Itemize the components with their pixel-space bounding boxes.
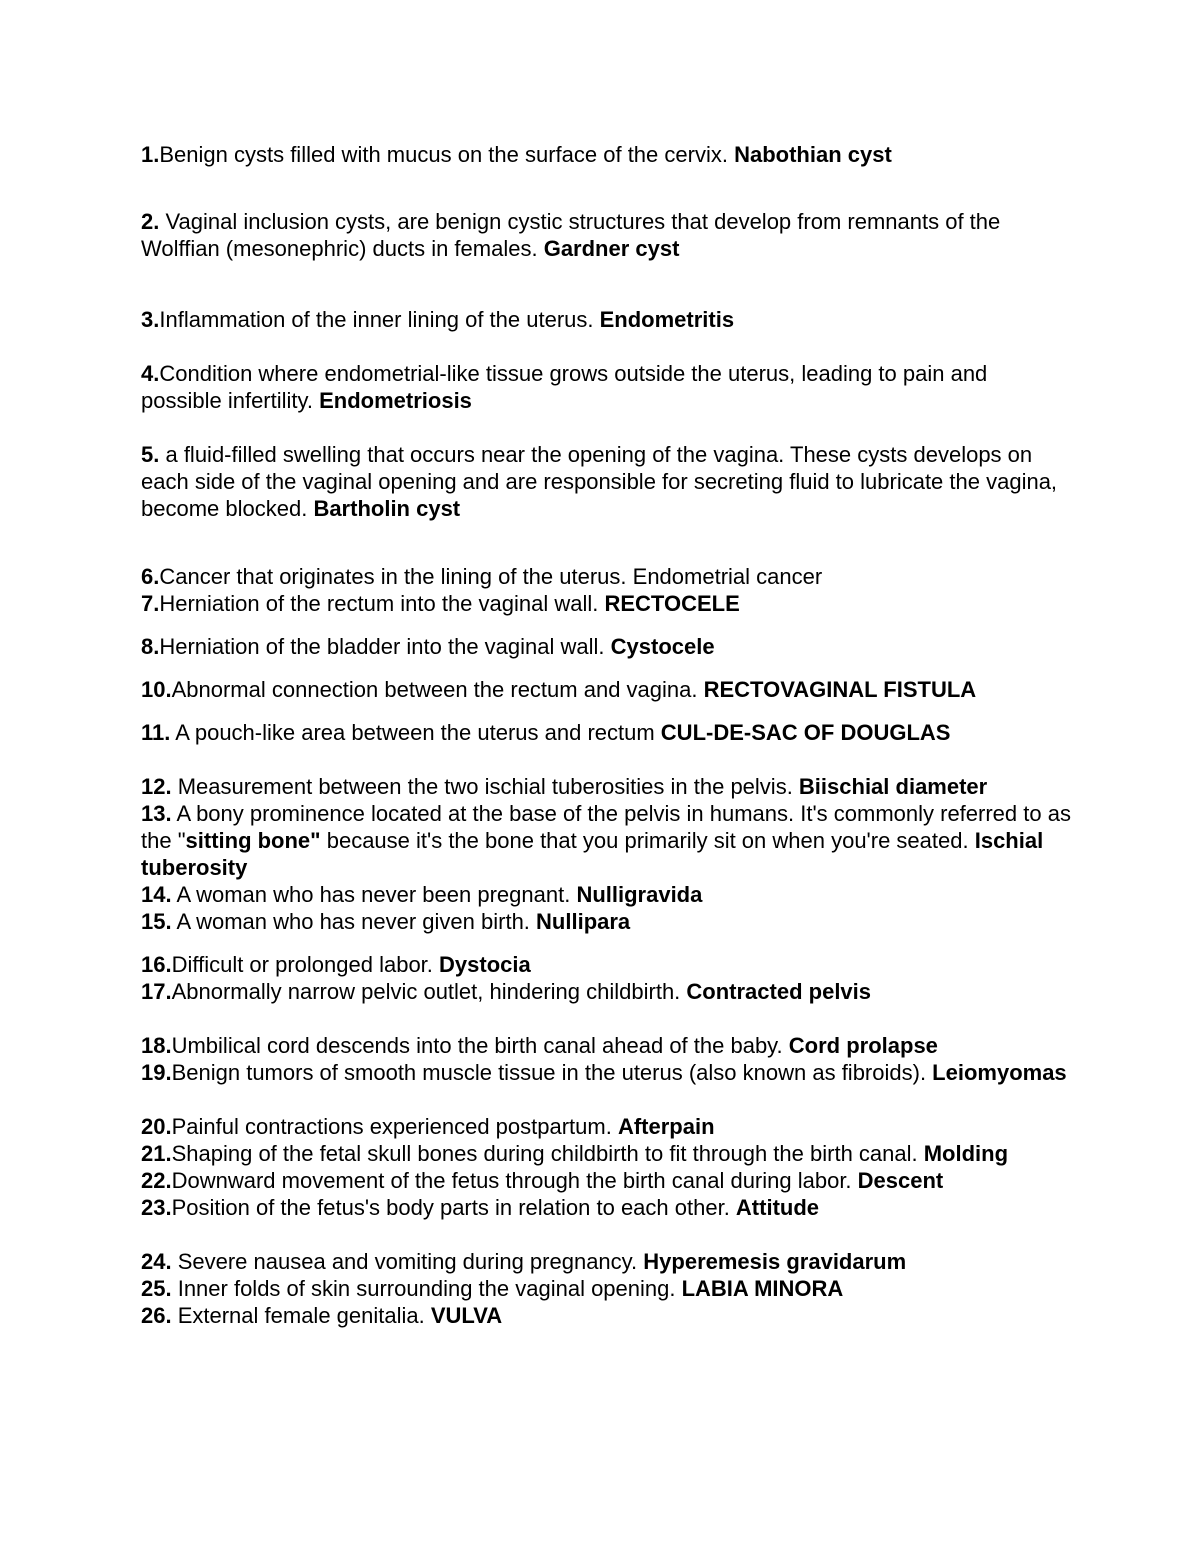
item-answer: Endometriosis xyxy=(319,388,472,413)
item-number: 2. xyxy=(141,209,160,234)
list-item xyxy=(141,1194,1071,1221)
item-description: Downward movement of the fetus through the birth canal during labor. xyxy=(171,1168,858,1193)
item-number: 12. xyxy=(141,774,172,799)
item-description: Shaping of the fetal skull bones during childbirth to fit through the birth canal. xyxy=(171,1141,924,1166)
item-number: 19. xyxy=(141,1060,172,1085)
item-number: 7. xyxy=(141,591,160,616)
item-answer: Attitude xyxy=(735,1195,820,1220)
item-number: 1. xyxy=(141,142,160,167)
item-bold-phrase: sitting bone" xyxy=(185,828,321,853)
list-item xyxy=(141,719,1071,746)
list-item xyxy=(141,306,1071,333)
item-number: 25. xyxy=(141,1276,172,1301)
item-description: Painful contractions experienced postpartum. xyxy=(171,1114,618,1139)
list-item xyxy=(141,1302,1071,1329)
item-answer: Cystocele xyxy=(610,634,715,659)
item-description: Herniation of the rectum into the vaginal wall. xyxy=(159,591,605,616)
item-answer: Endometritis xyxy=(599,307,735,332)
item-number: 17. xyxy=(141,979,172,1004)
item-number: 20. xyxy=(141,1114,172,1139)
item-number: 24. xyxy=(141,1249,172,1274)
item-description: Herniation of the bladder into the vaginal wall. xyxy=(159,634,611,659)
item-description: Cancer that originates in the lining of the uterus. Endometrial cancer xyxy=(159,564,823,589)
item-number: 21. xyxy=(141,1141,172,1166)
item-description: Inner folds of skin surrounding the vaginal opening. xyxy=(171,1276,682,1301)
item-number: 18. xyxy=(141,1033,172,1058)
list-item xyxy=(141,1167,1071,1194)
list-item xyxy=(141,978,1071,1005)
item-number: 15. xyxy=(141,909,172,934)
item-number: 16. xyxy=(141,952,172,977)
item-number: 8. xyxy=(141,634,160,659)
question-list xyxy=(141,141,1071,1329)
item-description: Benign cysts filled with mucus on the surface of the cervix. xyxy=(159,142,735,167)
item-description: A woman who has never given birth. xyxy=(171,909,537,934)
item-answer: Bartholin cyst xyxy=(313,496,461,521)
item-description: Difficult or prolonged labor. xyxy=(171,952,440,977)
item-description: A bony prominence located at the base of the pelvis in humans. It's commonly referred to as the " xyxy=(141,801,1071,853)
item-description: A woman who has never been pregnant. xyxy=(171,882,577,907)
item-answer: RECTOVAGINAL FISTULA xyxy=(703,677,977,702)
item-answer: Hyperemesis gravidarum xyxy=(643,1249,907,1274)
list-item xyxy=(141,908,1071,935)
item-answer: LABIA MINORA xyxy=(681,1276,844,1301)
item-number: 4. xyxy=(141,361,160,386)
list-item xyxy=(141,441,1071,522)
item-answer: Biischial diameter xyxy=(798,774,988,799)
item-number: 10. xyxy=(141,677,172,702)
item-answer: RECTOCELE xyxy=(604,591,740,616)
item-number: 13. xyxy=(141,801,172,826)
item-number: 6. xyxy=(141,564,160,589)
item-answer: Afterpain xyxy=(617,1114,715,1139)
item-answer: Nullipara xyxy=(536,909,631,934)
item-number: 22. xyxy=(141,1168,172,1193)
item-description: Abnormal connection between the rectum and vagina. xyxy=(171,677,704,702)
item-description: Position of the fetus's body parts in relation to each other. xyxy=(171,1195,736,1220)
item-description: Condition where endometrial-like tissue grows outside the uterus, leading to pain and possible infertility. xyxy=(141,361,988,413)
item-answer: Molding xyxy=(923,1141,1009,1166)
item-description: Measurement between the two ischial tuberosities in the pelvis. xyxy=(171,774,799,799)
item-number: 23. xyxy=(141,1195,172,1220)
item-answer: Gardner cyst xyxy=(543,236,680,261)
list-item xyxy=(141,800,1071,881)
list-item xyxy=(141,208,1071,262)
item-description: Abnormally narrow pelvic outlet, hindering childbirth. xyxy=(171,979,687,1004)
item-description: a fluid-filled swelling that occurs near the opening of the vagina. These cysts develops on each side of the vaginal opening and are responsible for secreting fluid to lubricate the vagina, become blocked. xyxy=(141,442,1058,521)
item-description: External female genitalia. xyxy=(171,1303,431,1328)
item-number: 11. xyxy=(141,720,171,745)
item-description: A pouch-like area between the uterus and rectum xyxy=(170,720,661,745)
item-number: 26. xyxy=(141,1303,172,1328)
list-item xyxy=(141,1113,1071,1140)
list-item xyxy=(141,590,1071,617)
item-number: 3. xyxy=(141,307,160,332)
list-item xyxy=(141,360,1071,414)
item-number: 5. xyxy=(141,442,160,467)
item-description: Severe nausea and vomiting during pregnancy. xyxy=(171,1249,644,1274)
item-answer: VULVA xyxy=(430,1303,503,1328)
item-description-continued: because it's the bone that you primarily sit on when you're seated. xyxy=(320,828,975,853)
list-item xyxy=(141,1248,1071,1275)
item-answer: Leiomyomas xyxy=(932,1060,1067,1085)
list-item xyxy=(141,676,1071,703)
item-answer: Ischial tuberosity xyxy=(141,828,1044,880)
list-item xyxy=(141,1140,1071,1167)
item-description: Umbilical cord descends into the birth canal ahead of the baby. xyxy=(171,1033,789,1058)
item-description: Vaginal inclusion cysts, are benign cystic structures that develop from remnants of the Wolffian (mesonephric) ducts in females. xyxy=(141,209,1001,261)
list-item xyxy=(141,141,1071,168)
list-item xyxy=(141,881,1071,908)
list-item xyxy=(141,1059,1071,1086)
list-item xyxy=(141,563,1071,590)
list-item xyxy=(141,773,1071,800)
item-answer: Nabothian cyst xyxy=(734,142,892,167)
item-answer: Nulligravida xyxy=(576,882,703,907)
item-description: Benign tumors of smooth muscle tissue in the uterus (also known as fibroids). xyxy=(171,1060,933,1085)
item-answer: Cord prolapse xyxy=(788,1033,938,1058)
list-item xyxy=(141,1032,1071,1059)
list-item xyxy=(141,1275,1071,1302)
list-item xyxy=(141,951,1071,978)
list-item xyxy=(141,633,1071,660)
item-number: 14. xyxy=(141,882,172,907)
item-answer: CUL-DE-SAC OF DOUGLAS xyxy=(660,720,951,745)
item-answer: Contracted pelvis xyxy=(686,979,872,1004)
item-answer: Dystocia xyxy=(439,952,531,977)
item-description: Inflammation of the inner lining of the uterus. xyxy=(159,307,600,332)
item-answer: Descent xyxy=(857,1168,944,1193)
